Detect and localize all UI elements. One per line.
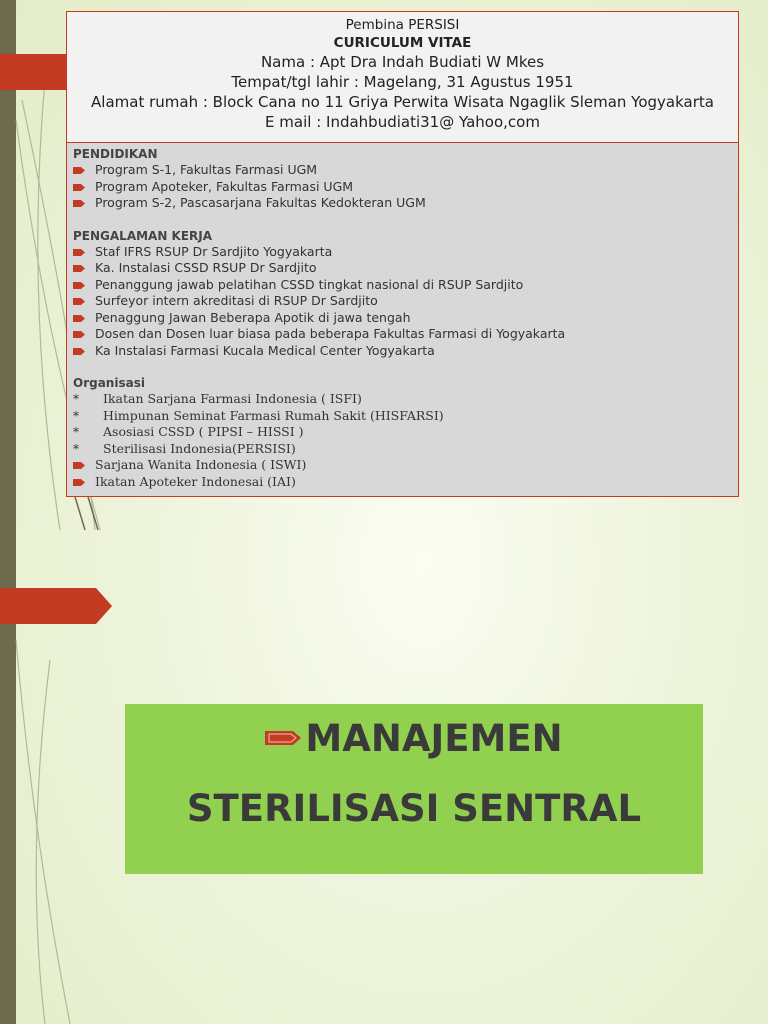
list-item-text: Surfeyor intern akreditasi di RSUP Dr Sardjito	[95, 293, 378, 308]
list-item-text: Himpunan Seminat Farmasi Rumah Sakit (HISFARSI)	[103, 407, 444, 423]
arrow-bullet-icon	[73, 462, 85, 469]
list-item-text: Program S-1, Fakultas Farmasi UGM	[95, 162, 318, 177]
list-item-text: Program S-2, Pascasarjana Fakultas Kedokteran UGM	[95, 195, 426, 210]
pendidikan-heading: PENDIDIKAN	[73, 147, 158, 161]
cv-header	[67, 12, 738, 143]
list-item	[73, 408, 732, 425]
asterisk-bullet: *	[73, 425, 79, 439]
arrow-bullet-icon	[73, 348, 85, 355]
cv-slide	[66, 11, 739, 497]
list-item-text: Dosen dan Dosen luar biasa pada beberapa Fakultas Farmasi di Yogyakarta	[95, 326, 566, 341]
arrow-bullet-icon	[73, 184, 85, 191]
list-item-text: Ikatan Apoteker Indonesai (IAI)	[95, 473, 296, 489]
list-item-text: Penanggung jawab pelatihan CSSD tingkat nasional di RSUP Sardjito	[95, 276, 524, 292]
organisasi-heading: Organisasi	[73, 376, 145, 390]
arrow-bullet-icon	[73, 249, 85, 256]
title-line-1: MANAJEMEN	[305, 717, 563, 760]
list-item	[73, 326, 732, 343]
org-title: Pembina PERSISI	[345, 17, 460, 33]
title-slide	[125, 704, 703, 874]
list-item	[73, 260, 732, 277]
list-item-text: Sarjana Wanita Indonesia ( ISWI)	[95, 457, 307, 472]
list-item-text: Staf IFRS RSUP Dr Sardjito Yogyakarta	[95, 243, 333, 259]
asterisk-bullet: *	[73, 408, 79, 423]
cv-body	[67, 143, 738, 490]
list-item	[73, 457, 732, 474]
list-item-text: Sterilisasi Indonesia(PERSISI)	[103, 440, 296, 456]
list-item	[73, 195, 732, 212]
list-item	[73, 424, 732, 441]
list-item	[73, 162, 732, 179]
asterisk-bullet: *	[73, 441, 79, 456]
pengalaman-list	[73, 244, 732, 360]
name-line: Nama : Apt Dra Indah Budiati W Mkes	[260, 53, 545, 71]
list-item-text: Ka. Instalasi CSSD RSUP Dr Sardjito	[95, 260, 317, 275]
list-item	[73, 391, 732, 408]
list-item	[73, 293, 732, 310]
list-item	[73, 244, 732, 261]
list-item-text: Asosiasi CSSD ( PIPSI – HISSI )	[103, 424, 304, 439]
list-item	[73, 474, 732, 491]
arrow-bullet-icon	[73, 479, 85, 486]
title-line-2: STERILISASI SENTRAL	[186, 787, 642, 830]
list-item	[73, 179, 732, 196]
arrow-bullet-icon	[73, 331, 85, 338]
arrow-bullet-icon	[73, 265, 85, 272]
cv-title: CURICULUM VITAE	[333, 35, 472, 51]
list-item-text: Penaggung Jawan Beberapa Apotik di jawa tengah	[95, 309, 411, 325]
arrow-bullet-icon	[73, 167, 85, 174]
list-item	[73, 343, 732, 360]
list-item	[73, 441, 732, 458]
list-item-text: Ka Instalasi Farmasi Kucala Medical Center Yogyakarta	[95, 342, 435, 358]
red-arrow-tab-bottom	[0, 588, 112, 624]
address-line: Alamat rumah : Block Cana no 11 Griya Perwita Wisata Ngaglik Sleman Yogyakarta	[91, 93, 714, 111]
list-item	[73, 277, 732, 294]
pendidikan-list	[73, 162, 732, 212]
list-item-text: Ikatan Sarjana Farmasi Indonesia ( ISFI)	[103, 391, 362, 406]
asterisk-bullet: *	[73, 392, 79, 406]
list-item-text: Program Apoteker, Fakultas Farmasi UGM	[95, 178, 354, 194]
title-line-1-row	[125, 712, 703, 766]
pengalaman-heading: PENGALAMAN KERJA	[73, 228, 213, 243]
arrow-bullet-icon	[73, 315, 85, 322]
arrow-bullet-icon	[73, 200, 85, 207]
list-item	[73, 310, 732, 327]
arrow-bullet-icon	[265, 728, 303, 748]
organisasi-list	[73, 391, 732, 490]
arrow-bullet-icon	[73, 298, 85, 305]
birth-line: Tempat/tgl lahir : Magelang, 31 Agustus 1951	[231, 73, 574, 91]
arrow-bullet-icon	[73, 282, 85, 289]
email-line: E mail : Indahbudiati31@ Yahoo,com	[265, 113, 540, 131]
